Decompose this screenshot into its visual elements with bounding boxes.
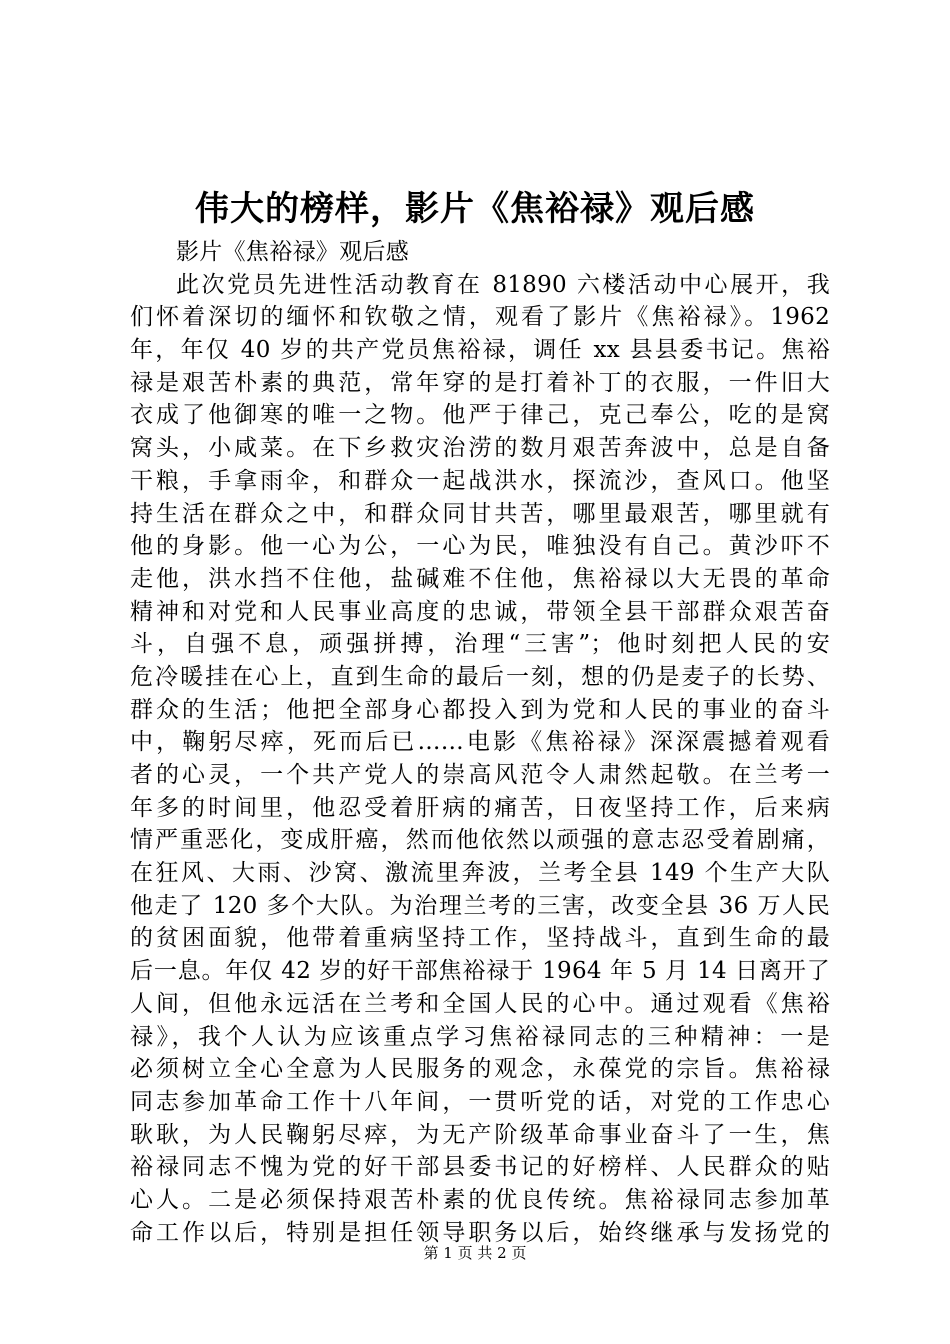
paragraph-line: 在狂风、大雨、沙窝、激流里奔波，兰考全县 149 个生产大队	[130, 860, 830, 887]
paragraph-line: 的贫困面貌，他带着重病坚持工作，坚持战斗，直到生命的最	[130, 925, 830, 952]
document-body	[130, 236, 830, 1249]
paragraph-line: 禄》，我个人认为应该重点学习焦裕禄同志的三种精神：一是	[130, 1023, 830, 1050]
paragraph-line: 此次党员先进性活动教育在 81890 六楼活动中心展开，我	[176, 271, 830, 298]
paragraph-line: 耿耿，为人民鞠躬尽瘁，为无产阶级革命事业奋斗了一生，焦	[130, 1121, 830, 1148]
paragraph-line: 必须树立全心全意为人民服务的观念，永葆党的宗旨。焦裕禄	[130, 1056, 830, 1083]
paragraph-line: 者的心灵，一个共产党人的崇高风范令人肃然起敬。在兰考一	[130, 762, 830, 788]
paragraph-line: 后一息。年仅 42 岁的好干部焦裕禄于 1964 年 5 月 14 日离开了	[130, 958, 830, 985]
paragraph-line: 群众的生活；他把全部身心都投入到为党和人民的事业的奋斗	[130, 696, 830, 723]
page-footer: 第 1 页 共 2 页	[423, 1244, 527, 1262]
paragraph-line: 心人。二是必须保持艰苦朴素的优良传统。焦裕禄同志参加革	[130, 1186, 830, 1213]
paragraph-line: 年，年仅 40 岁的共产党员焦裕禄，调任 xx 县县委书记。焦裕	[130, 337, 830, 364]
paragraph-line: 中，鞠躬尽瘁，死而后已……电影《焦裕禄》深深震撼着观看	[130, 729, 830, 756]
paragraph-line: 裕禄同志不愧为党的好干部县委书记的好榜样、人民群众的贴	[130, 1154, 830, 1181]
paragraph-line: 斗，自强不息，顽强拼搏，治理“三害”；他时刻把人民的安	[130, 631, 830, 658]
paragraph-line: 禄是艰苦朴素的典范，常年穿的是打着补丁的衣服，一件旧大	[130, 369, 830, 396]
paragraph-line: 走他，洪水挡不住他，盐碱难不住他，焦裕禄以大无畏的革命	[130, 565, 830, 592]
paragraph-line: 同志参加革命工作十八年间，一贯听党的话，对党的工作忠心	[130, 1088, 830, 1115]
paragraph-line: 情严重恶化，变成肝癌，然而他依然以顽强的意志忍受着剧痛，	[130, 827, 830, 854]
paragraph-line: 危冷暖挂在心上，直到生命的最后一刻，想的仍是麦子的长势、	[130, 663, 830, 690]
paragraph-line: 干粮，手拿雨伞，和群众一起战洪水，探流沙，查风口。他坚	[130, 467, 830, 494]
paragraph-line: 精神和对党和人民事业高度的忠诚，带领全县干部群众艰苦奋	[130, 598, 830, 625]
paragraph-line: 们怀着深切的缅怀和钦敬之情，观看了影片《焦裕禄》。1962	[130, 304, 830, 331]
paragraph-line: 他的身影。他一心为公，一心为民，唯独没有自己。黄沙吓不	[130, 533, 830, 560]
document-subtitle: 影片《焦裕禄》观后感	[176, 239, 409, 265]
paragraph-line: 命工作以后，特别是担任领导职务以后，始终继承与发扬党的	[130, 1219, 830, 1246]
paragraph-line: 年多的时间里，他忍受着肝病的痛苦，日夜坚持工作，后来病	[130, 794, 830, 821]
paragraph-line: 持生活在群众之中，和群众同甘共苦，哪里最艰苦，哪里就有	[130, 500, 830, 527]
paragraph-line: 人间，但他永远活在兰考和全国人民的心中。通过观看《焦裕	[130, 990, 830, 1017]
paragraph-line: 他走了 120 多个大队。为治理兰考的三害，改变全县 36 万人民	[130, 892, 830, 919]
paragraph-line: 衣成了他御寒的唯一之物。他严于律己，克己奉公，吃的是窝	[130, 402, 830, 429]
document-title: 伟大的榜样，影片《焦裕禄》观后感	[195, 189, 755, 229]
paragraph-line: 窝头，小咸菜。在下乡救灾治涝的数月艰苦奔波中，总是自备	[130, 435, 830, 462]
